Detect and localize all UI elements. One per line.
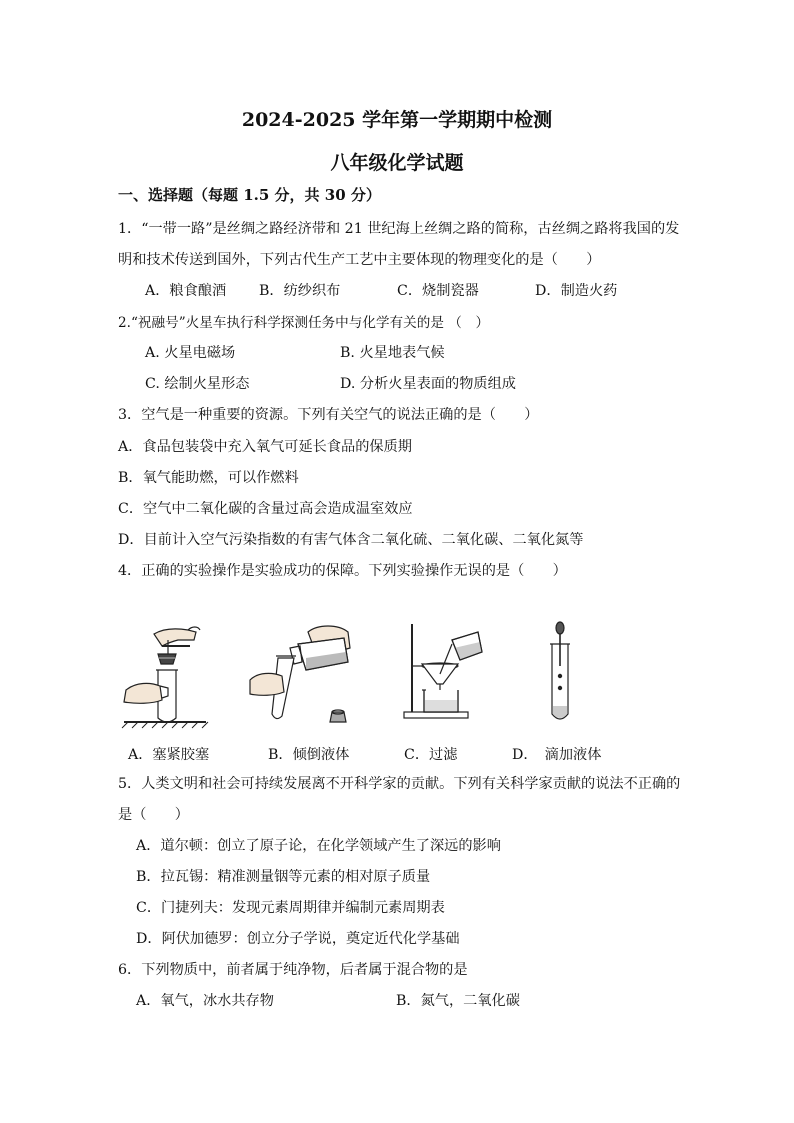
exam-title: 2024-2025 学年第一学期期中检测	[241, 109, 553, 131]
q3-option-a: A．食品包装袋中充入氧气可延长食品的保质期	[118, 439, 412, 455]
q1-option-b: B．纺纱织布	[259, 283, 341, 299]
q5-stem-line2: 是（ ）	[118, 807, 189, 823]
q5-option-b: B．拉瓦锡：精准测量铟等元素的相对原子质量	[136, 869, 431, 885]
figure-drop-liquid	[540, 618, 580, 730]
q5-option-a: A．道尔顿：创立了原子论，在化学领域产生了深远的影响	[136, 838, 501, 854]
section-heading: 一、选择题（每题 1.5 分，共 30 分）	[118, 186, 381, 204]
q2-option-d: D. 分析火星表面的物质组成	[340, 376, 516, 392]
q6-stem: 6．下列物质中，前者属于纯净物，后者属于混合物的是	[118, 962, 468, 978]
q2-option-c: C. 绘制火星形态	[145, 376, 250, 392]
exam-subtitle: 八年级化学试题	[330, 152, 464, 174]
figure-filtration	[400, 618, 492, 730]
q1-option-c: C．烧制瓷器	[397, 283, 479, 299]
q4-option-c: C．过滤	[404, 747, 458, 763]
q2-option-b: B. 火星地表气候	[340, 345, 445, 361]
q2-stem: 2.“祝融号”火星车执行科学探测任务中与化学有关的是 （ ）	[118, 315, 490, 331]
figure-pour-liquid	[248, 618, 360, 730]
q5-option-c: C．门捷列夫：发现元素周期律并编制元素周期表	[136, 900, 445, 916]
q1-option-d: D．制造火药	[535, 283, 618, 299]
q1-stem-line1: 1．“一带一路”是丝绸之路经济带和 21 世纪海上丝绸之路的简称，古丝绸之路将我国的发	[118, 221, 680, 237]
q4-option-b: B．倾倒液体	[268, 747, 350, 763]
q3-option-c: C．空气中二氧化碳的含量过高会造成温室效应	[118, 501, 413, 517]
q4-option-d: D． 滴加液体	[512, 747, 602, 763]
q6-option-b: B．氮气，二氧化碳	[396, 993, 520, 1009]
q6-option-a: A．氧气，冰水共存物	[136, 993, 274, 1009]
q4-stem: 4．正确的实验操作是实验成功的保障。下列实验操作无误的是（ ）	[118, 563, 567, 579]
q1-stem-line2: 明和技术传送到国外，下列古代生产工艺中主要体现的物理变化的是（ ）	[118, 252, 601, 268]
q3-option-b: B．氧气能助燃，可以作燃料	[118, 470, 299, 486]
q5-option-d: D．阿伏加德罗：创立分子学说，奠定近代化学基础	[136, 931, 460, 947]
q3-option-d: D．目前计入空气污染指数的有害气体含二氧化硫、二氧化碳、二氧化氮等	[118, 532, 584, 548]
q2-option-a: A. 火星电磁场	[145, 345, 236, 361]
q5-stem-line1: 5．人类文明和社会可持续发展离不开科学家的贡献。下列有关科学家贡献的说法不正确的	[118, 776, 681, 792]
q1-option-a: A．粮食酿酒	[145, 283, 227, 299]
q3-stem: 3．空气是一种重要的资源。下列有关空气的说法正确的是（ ）	[118, 407, 539, 423]
figure-insert-stopper	[118, 618, 210, 730]
q4-option-a: A．塞紧胶塞	[128, 747, 210, 763]
